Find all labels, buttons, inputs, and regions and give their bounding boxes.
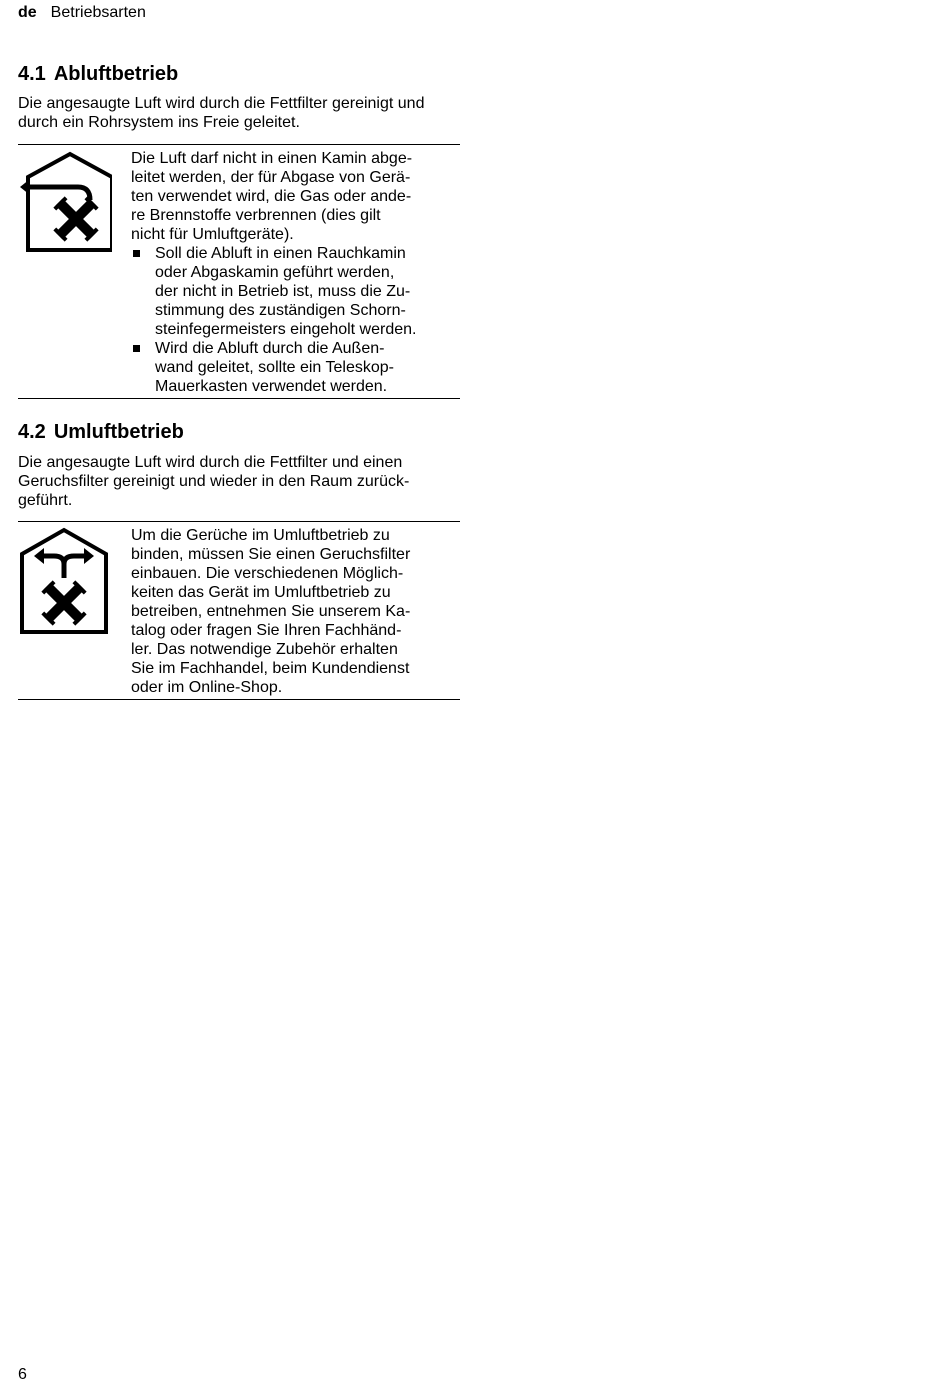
- note-line: ler. Das notwendige Zubehör erhalten: [131, 641, 398, 658]
- note-line: betreiben, entnehmen Sie unserem Ka-: [131, 603, 411, 620]
- section-intro: [18, 453, 463, 510]
- recirculation-house-icon: [20, 526, 110, 636]
- running-header: [18, 3, 146, 23]
- note-line: Um die Gerüche im Umluftbetrieb zu: [131, 527, 390, 544]
- bullet-item-chimney-approval: [131, 244, 460, 339]
- bullet-item-wall-box: [131, 339, 460, 396]
- note-line: Die Luft darf nicht in einen Kamin abge-: [131, 150, 413, 167]
- note-line: ten verwendet wird, die Gas oder ande-: [131, 188, 412, 205]
- bullet-line: Soll die Abluft in einen Rauchkamin: [155, 245, 406, 262]
- bullet-line: Mauerkasten verwendet werden.: [155, 378, 388, 395]
- note-line: re Brennstoffe verbrennen (dies gilt: [131, 207, 381, 224]
- note-line: Sie im Fachhandel, beim Kundendienst: [131, 660, 410, 677]
- note-line: talog oder fragen Sie Ihren Fachhänd-: [131, 622, 402, 639]
- bullet-line: der nicht in Betrieb ist, muss die Zu-: [155, 283, 411, 300]
- exhaust-note-box: [18, 144, 460, 399]
- bullet-line: oder Abgaskamin geführt werden,: [155, 264, 395, 281]
- intro-line: Die angesaugte Luft wird durch die Fettfilter und einen: [18, 454, 403, 471]
- note-line: einbauen. Die verschiedenen Möglich-: [131, 565, 404, 582]
- section-number: 4.2: [18, 421, 46, 443]
- chapter-name: Betriebsarten: [50, 4, 146, 21]
- note-body: [131, 149, 460, 396]
- intro-line: geführt.: [18, 492, 73, 509]
- note-line: oder im Online-Shop.: [131, 679, 283, 696]
- note-line: binden, müssen Sie einen Geruchsfilter: [131, 546, 411, 563]
- exhaust-air-house-icon: [20, 150, 112, 254]
- recirculation-note-box: [18, 521, 460, 700]
- odour-filter-note: [131, 526, 460, 697]
- section-title-umluftbetrieb: [18, 420, 184, 444]
- note-line: leitet werden, der für Abgase von Gerä-: [131, 169, 411, 186]
- intro-line: Geruchsfilter gereinigt und wieder in den Raum zurück-: [18, 473, 410, 490]
- chimney-warning: [131, 149, 460, 244]
- language-code: de: [18, 4, 37, 21]
- bullet-line: Wird die Abluft durch die Außen-: [155, 340, 385, 357]
- bullet-line: steinfegermeisters eingeholt werden.: [155, 321, 417, 338]
- note-body: [131, 526, 460, 697]
- section-title-abluftbetrieb: [18, 62, 178, 86]
- note-line: nicht für Umluftgeräte).: [131, 226, 294, 243]
- bullet-line: stimmung des zuständigen Schorn-: [155, 302, 406, 319]
- page-number: 6: [18, 1366, 27, 1383]
- note-bullet-list: [131, 244, 460, 396]
- note-line: keiten das Gerät im Umluftbetrieb zu: [131, 584, 391, 601]
- section-heading: Abluftbetrieb: [53, 63, 179, 85]
- section-intro: Die angesaugte Luft wird durch die Fettfilter gereinigt und durch ein Rohrsystem ins Freie geleitet.: [18, 95, 425, 131]
- bullet-line: wand geleitet, sollte ein Teleskop-: [155, 359, 394, 376]
- section-heading: Umluftbetrieb: [53, 421, 184, 443]
- section-number: 4.1: [18, 63, 46, 85]
